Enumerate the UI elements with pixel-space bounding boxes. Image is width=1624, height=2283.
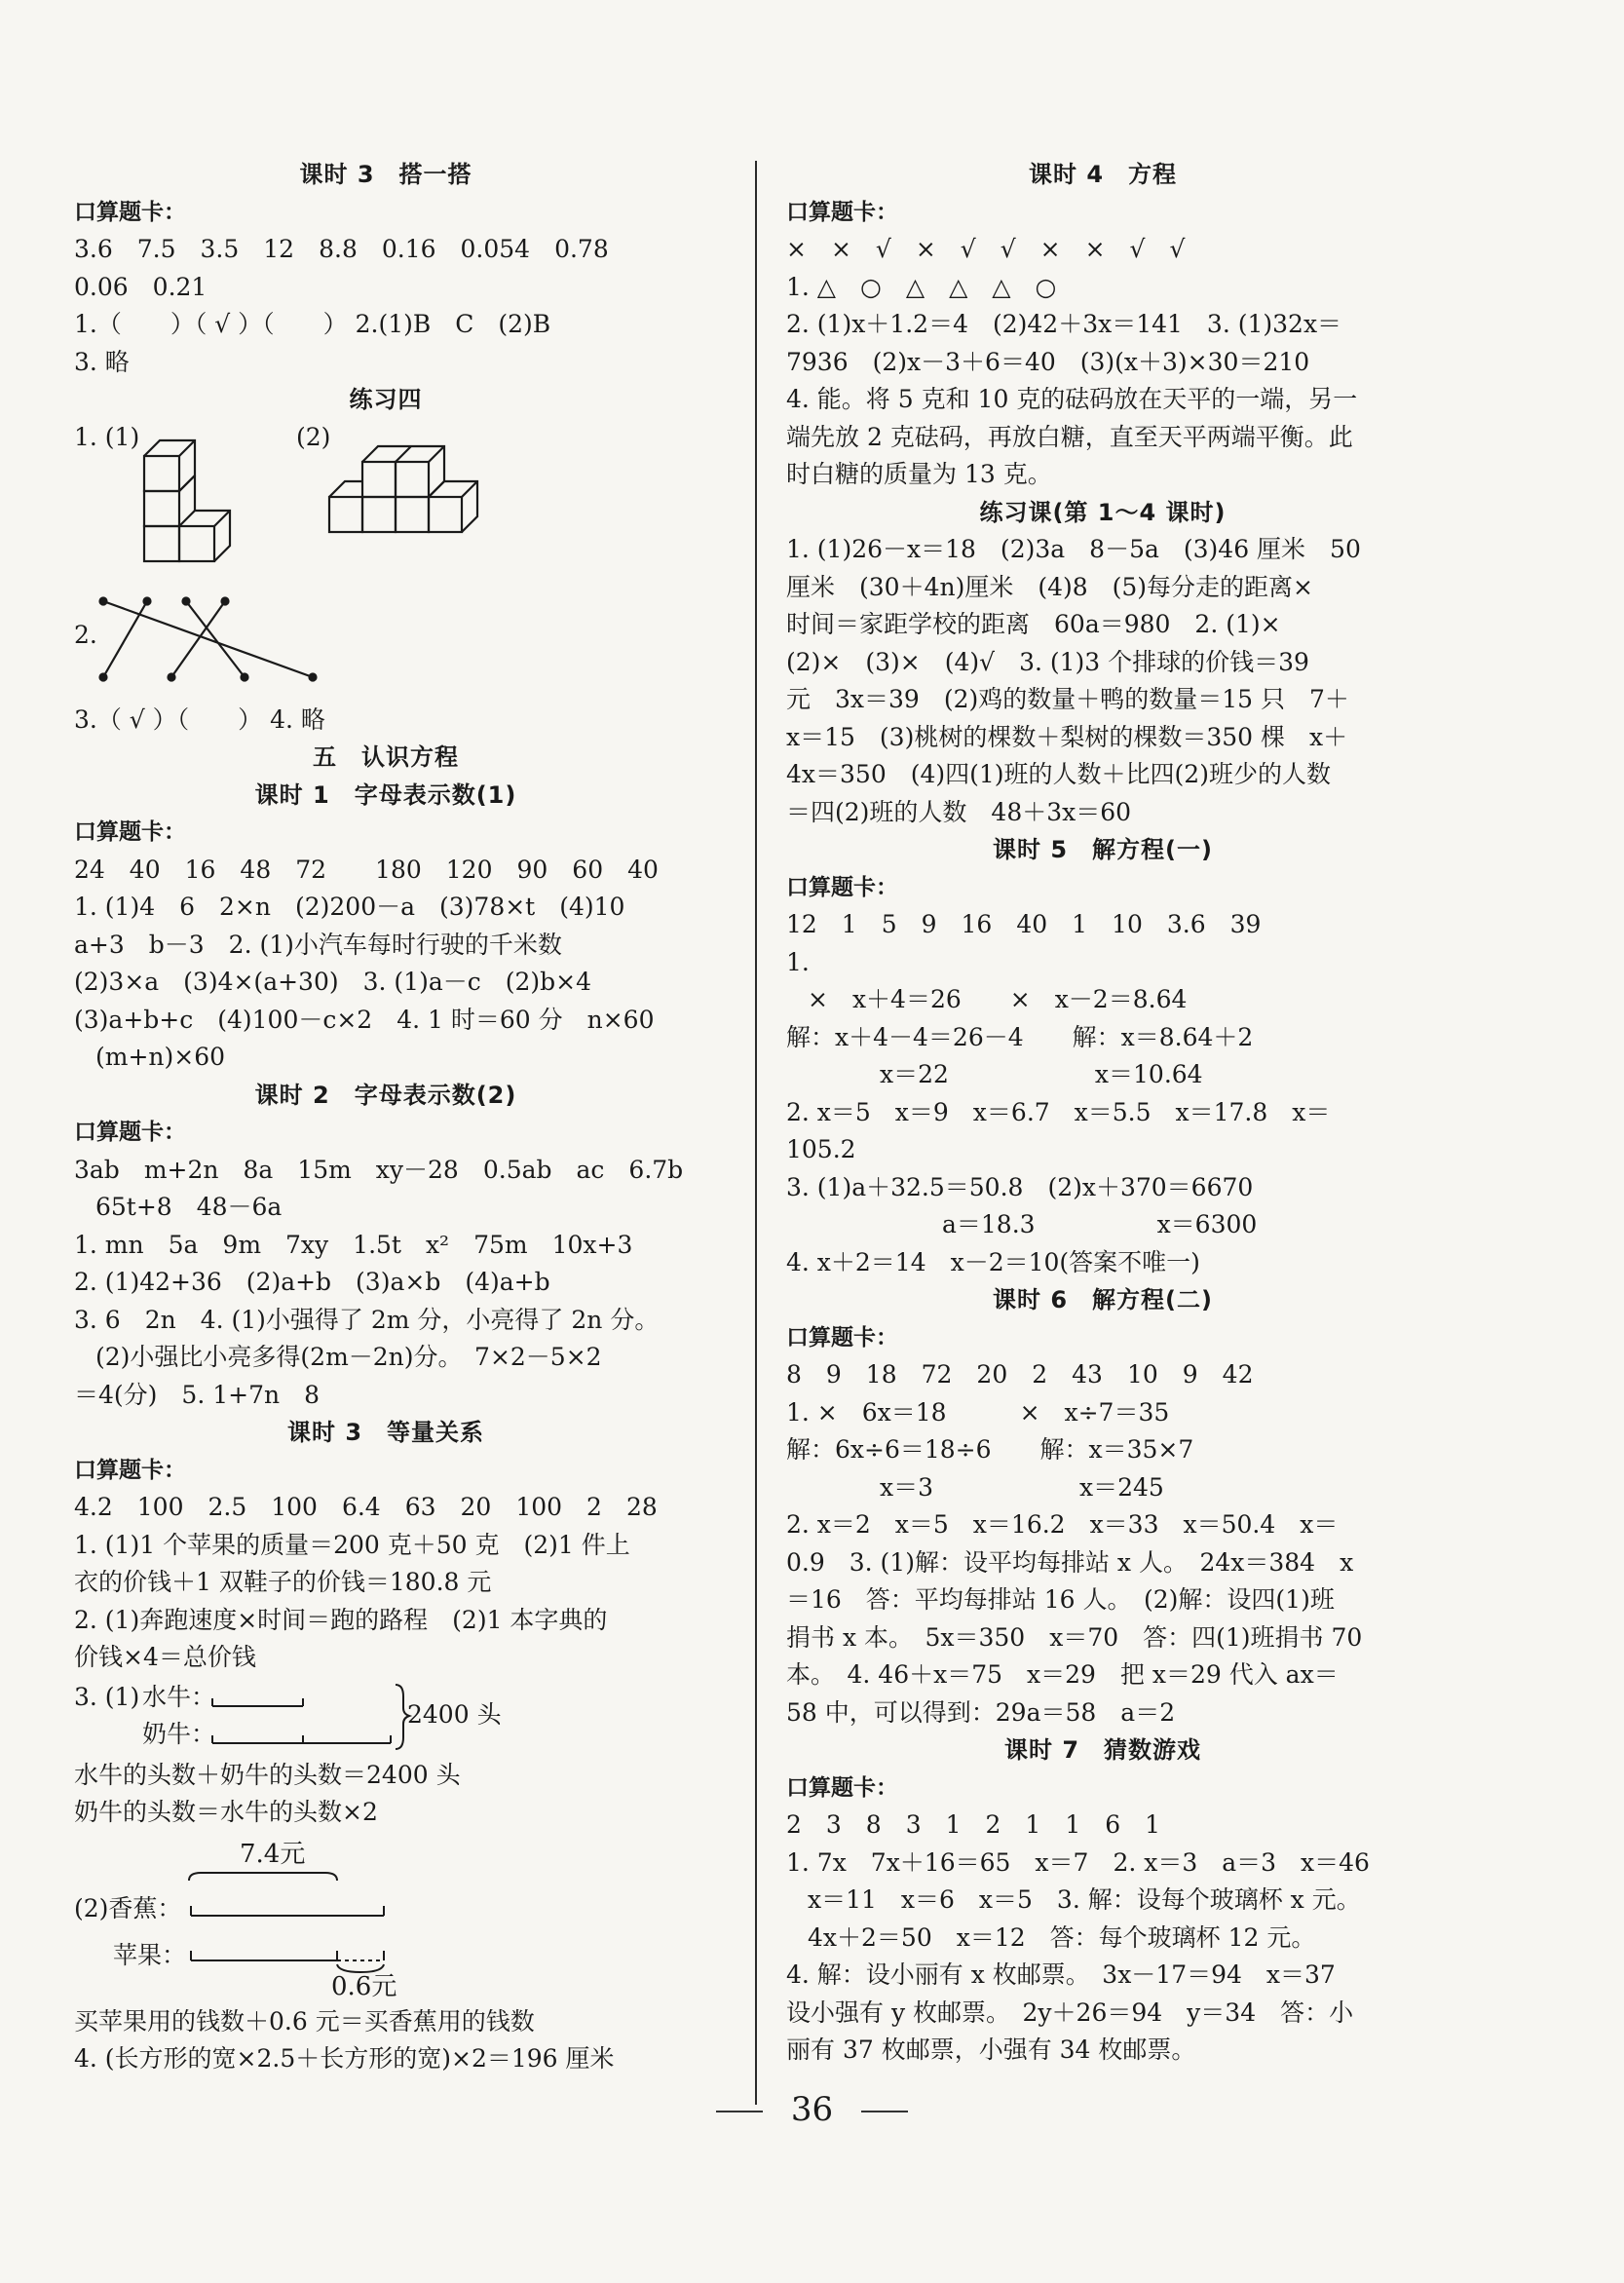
question-label: 3. (1) bbox=[74, 1682, 140, 1711]
answer-line: 4.2 100 2.5 100 6.4 63 20 100 2 28 bbox=[74, 1493, 658, 1521]
section-title: 课时 4 方程 bbox=[1028, 161, 1178, 188]
section-title: 课时 2 字母表示数(2) bbox=[254, 1081, 517, 1109]
answer-line: 12 1 5 9 16 40 1 10 3.6 39 bbox=[786, 910, 1262, 938]
section-title: 课时 7 猜数游戏 bbox=[1003, 1736, 1202, 1764]
answer-line: 2. x＝5 x＝9 x＝6.7 x＝5.5 x＝17.8 x＝ bbox=[786, 1097, 1331, 1126]
answer-line: 元 3x＝39 (2)鸡的数量＋鸭的数量＝15 只 7＋ bbox=[786, 685, 1349, 713]
banana-label: (2)香蕉： bbox=[74, 1893, 182, 1922]
page-number-text: 36 bbox=[790, 2090, 834, 2129]
answer-line: (2)小强比小亮多得(2m－2n)分。 7×2－5×2 bbox=[95, 1343, 602, 1371]
section-header: 口算题卡： bbox=[74, 199, 186, 225]
section-header: 口算题卡： bbox=[786, 1774, 898, 1801]
answer-line: a＝18.3 x＝6300 bbox=[942, 1210, 1258, 1238]
unit-title: 五 认识方程 bbox=[313, 743, 459, 771]
section-header: 口算题卡： bbox=[74, 1457, 186, 1483]
answer-line: 2 3 8 3 1 2 1 1 6 1 bbox=[786, 1810, 1161, 1839]
answer-line: 2. (1)奔跑速度×时间＝跑的路程 (2)1 本字典的 bbox=[74, 1605, 608, 1634]
section-title: 练习课(第 1～4 课时) bbox=[979, 498, 1227, 526]
answer-line: 3ab m+2n 8a 15m xy－28 0.5ab ac 6.7b bbox=[74, 1155, 684, 1184]
answer-line: 时白糖的质量为 13 克。 bbox=[786, 460, 1052, 488]
section-title: 练习四 bbox=[349, 386, 423, 413]
answer-line: 1. (1)26－x＝18 (2)3a 8－5a (3)46 厘米 50 bbox=[786, 535, 1361, 563]
answer-line: 4. x＋2＝14 x－2＝10(答案不唯一) bbox=[786, 1247, 1200, 1276]
answer-line: 解：x＋4－4＝26－4 解：x＝8.64＋2 bbox=[786, 1022, 1254, 1051]
segment-lines bbox=[74, 1677, 415, 1757]
answer-line: 2. x＝2 x＝5 x＝16.2 x＝33 x＝50.4 x＝ bbox=[786, 1510, 1339, 1539]
answer-line: 1. △ ○ △ △ △ ○ bbox=[786, 272, 1057, 301]
answer-line: 捐书 x 本。 5x＝350 x＝70 答：四(1)班捐书 70 bbox=[786, 1622, 1363, 1652]
apple-label: 苹果： bbox=[113, 1940, 187, 1969]
answer-line: 105.2 bbox=[786, 1135, 856, 1163]
answer-line: 厘米 (30＋4n)厘米 (4)8 (5)每分走的距离× bbox=[786, 572, 1314, 601]
question-label: 1. (1) bbox=[74, 422, 140, 451]
answer-line: 端先放 2 克砝码，再放白糖，直至天平两端平衡。此 bbox=[786, 422, 1353, 451]
answer-line: 0.06 0.21 bbox=[74, 272, 208, 301]
left-column bbox=[74, 156, 698, 2078]
answer-line: 丽有 37 枚邮票，小强有 34 枚邮票。 bbox=[786, 2036, 1196, 2064]
answer-line: x＝22 x＝10.64 bbox=[880, 1060, 1203, 1088]
section-title: 课时 1 字母表示数(1) bbox=[254, 780, 517, 809]
answer-line: 2. (1)x＋1.2＝4 (2)42＋3x＝141 3. (1)32x＝ bbox=[786, 310, 1342, 338]
matching-lines bbox=[74, 590, 366, 702]
buffalo-label: 水牛： bbox=[142, 1682, 216, 1711]
answer-line: 价钱×4＝总价钱 bbox=[74, 1643, 256, 1671]
answer-line: 设小强有 y 枚邮票。 2y＋26＝94 y＝34 答：小 bbox=[786, 1998, 1354, 2027]
answer-line: 4x＝350 (4)四(1)班的人数＋比四(2)班少的人数 bbox=[786, 760, 1331, 788]
segment-diagram-1 bbox=[74, 1677, 698, 1757]
answer-line: 3.（ √ ）（ ） 4. 略 bbox=[74, 704, 325, 734]
answer-line: (m+n)×60 bbox=[95, 1043, 226, 1071]
answer-line: × × √ × √ √ × × √ √ bbox=[786, 235, 1186, 263]
segment-diagram-2 bbox=[74, 1832, 698, 2003]
page-number-dash bbox=[716, 2111, 763, 2112]
answer-line: 2. (1)42+36 (2)a+b (3)a×b (4)a+b bbox=[74, 1268, 550, 1296]
section-header: 口算题卡： bbox=[74, 1120, 186, 1145]
answer-line: 4x＋2＝50 x＝12 答：每个玻璃杯 12 元。 bbox=[808, 1922, 1316, 1952]
answer-line: 奶牛的头数＝水牛的头数×2 bbox=[74, 1798, 378, 1826]
section-title: 课时 3 等量关系 bbox=[286, 1419, 485, 1446]
answer-line: 1. (1)1 个苹果的质量＝200 克＋50 克 (2)1 件上 bbox=[74, 1530, 630, 1559]
question-label: 2. bbox=[74, 620, 97, 649]
answer-line: 3.6 7.5 3.5 12 8.8 0.16 0.054 0.78 bbox=[74, 235, 609, 263]
section-title: 课时 3 搭一搭 bbox=[299, 161, 472, 188]
page-number bbox=[0, 2090, 1624, 2129]
cow-label: 奶牛： bbox=[142, 1719, 216, 1748]
answer-line: 1. 7x 7x＋16＝65 x＝7 2. x＝3 a＝3 x＝46 bbox=[786, 1847, 1370, 1877]
answer-line: 衣的价钱＋1 双鞋子的价钱＝180.8 元 bbox=[74, 1568, 492, 1596]
difference-label: 0.6元 bbox=[331, 1971, 397, 2001]
answer-line: 1. × 6x＝18 × x÷7＝35 bbox=[786, 1397, 1170, 1427]
section-header: 口算题卡： bbox=[786, 1324, 898, 1351]
section-header: 口算题卡： bbox=[786, 874, 898, 900]
page-number-dash bbox=[861, 2111, 908, 2112]
answer-line: 买苹果用的钱数＋0.6 元＝买香蕉用的钱数 bbox=[74, 2006, 535, 2036]
answer-line: 解：6x÷6＝18÷6 解：x＝35×7 bbox=[786, 1435, 1194, 1464]
total-price-label: 7.4元 bbox=[240, 1839, 306, 1869]
answer-line: 4. 解：设小丽有 x 枚邮票。 3x－17＝94 x＝37 bbox=[786, 1960, 1336, 1989]
answer-line: 3. 6 2n 4. (1)小强得了 2m 分，小亮得了 2n 分。 bbox=[74, 1305, 660, 1334]
answer-line: (2)× (3)× (4)√ 3. (1)3 个排球的价钱＝39 bbox=[786, 647, 1309, 676]
answer-line: x＝11 x＝6 x＝5 3. 解：设每个玻璃杯 x 元。 bbox=[808, 1885, 1361, 1914]
answer-line: 4. (长方形的宽×2.5＋长方形的宽)×2＝196 厘米 bbox=[74, 2044, 615, 2073]
cube-figures bbox=[74, 419, 698, 590]
answer-line: 1. mn 5a 9m 7xy 1.5t x² 75m 10x+3 bbox=[74, 1230, 633, 1259]
answer-line: 时间＝家距学校的距离 60a＝980 2. (1)× bbox=[786, 610, 1281, 638]
answer-line: 1. (1)4 6 2×n (2)200－a (3)78×t (4)10 bbox=[74, 893, 625, 921]
answer-line: (3)a+b+c (4)100－c×2 4. 1 时＝60 分 n×60 bbox=[74, 1005, 655, 1034]
answer-line: × x＋4＝26 × x－2＝8.64 bbox=[808, 985, 1188, 1013]
answer-line: 3. (1)a＋32.5＝50.8 (2)x＋370＝6670 bbox=[786, 1172, 1254, 1201]
section-title: 课时 6 解方程(二) bbox=[993, 1286, 1213, 1313]
section-header: 口算题卡： bbox=[74, 819, 186, 845]
answer-line: 58 中，可以得到：29a＝58 a＝2 bbox=[786, 1697, 1176, 1727]
answer-line: 3. 略 bbox=[74, 347, 130, 376]
answer-line: 4. 能。将 5 克和 10 克的砝码放在天平的一端，另一 bbox=[786, 385, 1358, 413]
answer-line: 7936 (2)x－3＋6＝40 (3)(x＋3)×30＝210 bbox=[786, 347, 1310, 376]
answer-line: 65t+8 48－6a bbox=[95, 1193, 283, 1221]
right-column bbox=[786, 156, 1419, 2070]
answer-line: 1. bbox=[786, 947, 810, 976]
answer-line: 1.（ ）（ √ ）（ ） 2.(1)B C (2)B bbox=[74, 310, 551, 338]
answer-line: 水牛的头数＋奶牛的头数＝2400 头 bbox=[74, 1760, 461, 1789]
total-label: 2400 头 bbox=[407, 1699, 502, 1729]
cube-drawing-2 bbox=[327, 440, 522, 567]
answer-line: (2)3×a (3)4×(a+30) 3. (1)a－c (2)b×4 bbox=[74, 968, 591, 996]
segment-lines bbox=[74, 1832, 405, 2003]
answer-line: x＝3 x＝245 bbox=[880, 1472, 1164, 1502]
section-title: 课时 5 解方程(一) bbox=[993, 836, 1213, 863]
answer-line: 24 40 16 48 72 180 120 90 60 40 bbox=[74, 855, 659, 884]
answer-line: ＝4(分) 5. 1+7n 8 bbox=[74, 1380, 320, 1409]
column-divider bbox=[755, 161, 757, 2105]
answer-line: 8 9 18 72 20 2 43 10 9 42 bbox=[786, 1360, 1254, 1389]
answer-line: 本。 4. 46＋x＝75 x＝29 把 x＝29 代入 ax＝ bbox=[786, 1660, 1339, 1689]
answer-line: ＝16 答：平均每排站 16 人。 (2)解：设四(1)班 bbox=[786, 1585, 1335, 1614]
answer-line: ＝四(2)班的人数 48＋3x＝60 bbox=[786, 797, 1132, 826]
answer-line: x＝15 (3)桃树的棵数＋梨树的棵数＝350 棵 x＋ bbox=[786, 722, 1348, 751]
answer-line: a+3 b－3 2. (1)小汽车每时行驶的千米数 bbox=[74, 930, 562, 959]
question-label: (2) bbox=[296, 422, 331, 451]
answer-line: 0.9 3. (1)解：设平均每排站 x 人。 24x＝384 x bbox=[786, 1547, 1354, 1577]
matching-figure bbox=[74, 590, 698, 702]
section-header: 口算题卡： bbox=[786, 199, 898, 225]
